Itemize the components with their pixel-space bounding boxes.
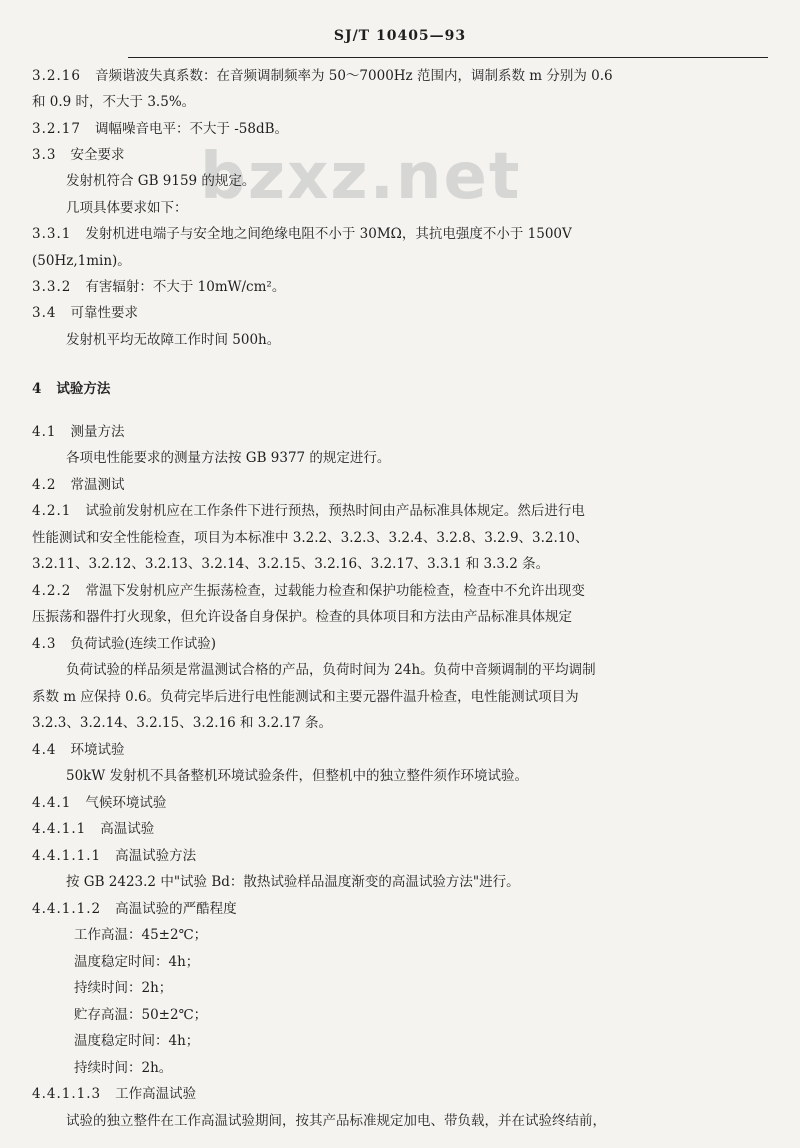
clause-text: 持续时间：2h； <box>74 980 173 996</box>
clause-text: 调幅噪音电平：不大于 -58dB。 <box>94 121 289 137</box>
clause-text: 高温试验的严酷程度 <box>115 901 237 917</box>
clause-text: 负荷试验的样品须是常温测试合格的产品，负荷时间为 24h。负荷中音频调制的平均调制 <box>66 662 596 678</box>
text-line <box>0 1084 800 1104</box>
text-line <box>0 872 800 892</box>
clause-text: 性能测试和安全性能检查，项目为本标准中 3.2.2、3.2.3、3.2.4、3.2.8、3.2.9、3.2.10、 <box>32 530 589 546</box>
clause-text: 发射机进电端子与安全地之间绝缘电阻不小于 30MΩ，其抗电强度不小于 1500V <box>85 226 572 242</box>
text-line <box>0 303 800 323</box>
text-line <box>0 766 800 786</box>
clause-text: 试验方法 <box>56 381 111 397</box>
clause-text: 气候环境试验 <box>85 795 167 811</box>
clause-number: 4.2.1 <box>32 503 72 519</box>
clause-text: 音频谐波失真系数：在音频调制频率为 50～7000Hz 范围内，调制系数 m 分别为 0.6 <box>94 68 613 84</box>
clause-number: 4.1 <box>32 424 57 440</box>
text-line <box>0 819 800 839</box>
clause-text: 工作高温试验 <box>115 1086 197 1102</box>
text-line <box>0 952 800 972</box>
clause-text: 温度稳定时间：4h； <box>74 1033 200 1049</box>
text-line <box>0 448 800 468</box>
clause-text: 工作高温：45±2℃； <box>74 927 208 943</box>
clause-text: 常温测试 <box>70 477 125 493</box>
text-line <box>0 145 800 165</box>
text-line <box>0 171 800 191</box>
clause-number: 4.4.1.1 <box>32 821 87 837</box>
clause-number: 4.3 <box>32 636 57 652</box>
clause-text: 发射机平均无故障工作时间 500h。 <box>66 332 281 348</box>
clause-number: 4.4.1.1.1 <box>32 848 102 864</box>
clause-number: 4.2 <box>32 477 57 493</box>
clause-text: 按 GB 2423.2 中"试验 Bd：散热试验样品温度渐变的高温试验方法"进行。 <box>66 874 520 890</box>
clause-text: 3.2.11、3.2.12、3.2.13、3.2.14、3.2.15、3.2.16、3.2.17、3.3.1 和 3.3.2 条。 <box>32 556 550 572</box>
text-line <box>0 1005 800 1025</box>
text-line <box>0 501 800 521</box>
clause-text: 高温试验方法 <box>115 848 197 864</box>
clause-number: 4.4 <box>32 742 57 758</box>
text-line <box>0 277 800 297</box>
text-line <box>0 379 800 399</box>
clause-text: 高温试验 <box>100 821 155 837</box>
clause-text: 环境试验 <box>70 742 125 758</box>
clause-number: 3.4 <box>32 305 57 321</box>
text-line <box>0 687 800 707</box>
text-line <box>0 899 800 919</box>
text-line <box>0 528 800 548</box>
header-rule <box>128 57 768 58</box>
clause-number: 4 <box>32 381 43 397</box>
text-line <box>0 713 800 733</box>
text-line <box>0 330 800 350</box>
text-line <box>0 660 800 680</box>
text-line <box>0 554 800 574</box>
clause-text: 压振荡和器件打火现象，但允许设备自身保护。检查的具体项目和方法由产品标准具体规定 <box>32 609 572 625</box>
clause-number: 3.2.16 <box>32 68 81 84</box>
clause-text: 持续时间：2h。 <box>74 1060 173 1076</box>
clause-text: 系数 m 应保持 0.6。负荷完毕后进行电性能测试和主要元器件温升检查，电性能测试项目为 <box>32 689 579 705</box>
text-line <box>0 740 800 760</box>
clause-number: 4.4.1 <box>32 795 72 811</box>
clause-number: 3.3.1 <box>32 226 72 242</box>
clause-number: 3.3.2 <box>32 279 72 295</box>
text-line <box>0 793 800 813</box>
clause-text: 贮存高温：50±2℃； <box>74 1007 208 1023</box>
text-line <box>0 119 800 139</box>
clause-text: 各项电性能要求的测量方法按 GB 9377 的规定进行。 <box>66 450 391 466</box>
clause-text: 试验的独立整件在工作高温试验期间，按其产品标准规定加电、带负载，并在试验终结前， <box>66 1113 606 1129</box>
text-line <box>0 634 800 654</box>
text-line <box>0 1058 800 1078</box>
text-line <box>0 224 800 244</box>
clause-text: 温度稳定时间：4h； <box>74 954 200 970</box>
text-line <box>0 978 800 998</box>
page-header: SJ/T 10405—93 <box>333 28 467 44</box>
clause-number: 4.2.2 <box>32 583 72 599</box>
text-line <box>0 925 800 945</box>
clause-text: 和 0.9 时，不大于 3.5%。 <box>32 94 196 110</box>
text-line <box>0 846 800 866</box>
watermark: bzxz.net <box>200 140 522 214</box>
clause-number: 3.3 <box>32 147 57 163</box>
clause-text: (50Hz,1min)。 <box>32 253 131 269</box>
text-line <box>0 1111 800 1131</box>
clause-text: 发射机符合 GB 9159 的规定。 <box>66 173 256 189</box>
text-line <box>0 1031 800 1051</box>
clause-text: 可靠性要求 <box>70 305 138 321</box>
clause-text: 常温下发射机应产生振荡检查，过载能力检查和保护功能检查，检查中不允许出现变 <box>85 583 585 599</box>
clause-text: 安全要求 <box>70 147 125 163</box>
clause-text: 50kW 发射机不具备整机环境试验条件，但整机中的独立整件须作环境试验。 <box>66 768 529 784</box>
text-line <box>0 251 800 271</box>
clause-text: 有害辐射：不大于 10mW/cm²。 <box>85 279 286 295</box>
text-line <box>0 607 800 627</box>
clause-number: 4.4.1.1.3 <box>32 1086 102 1102</box>
clause-text: 负荷试验(连续工作试验) <box>70 636 217 652</box>
text-line <box>0 475 800 495</box>
clause-number: 4.4.1.1.2 <box>32 901 102 917</box>
clause-text: 试验前发射机应在工作条件下进行预热，预热时间由产品标准具体规定。然后进行电 <box>85 503 585 519</box>
text-line <box>0 92 800 112</box>
clause-text: 测量方法 <box>70 424 125 440</box>
clause-text: 几项具体要求如下： <box>66 200 188 216</box>
text-line <box>0 581 800 601</box>
text-line <box>0 422 800 442</box>
clause-number: 3.2.17 <box>32 121 81 137</box>
clause-text: 3.2.3、3.2.14、3.2.15、3.2.16 和 3.2.17 条。 <box>32 715 332 731</box>
text-line <box>0 66 800 86</box>
text-line <box>0 198 800 218</box>
